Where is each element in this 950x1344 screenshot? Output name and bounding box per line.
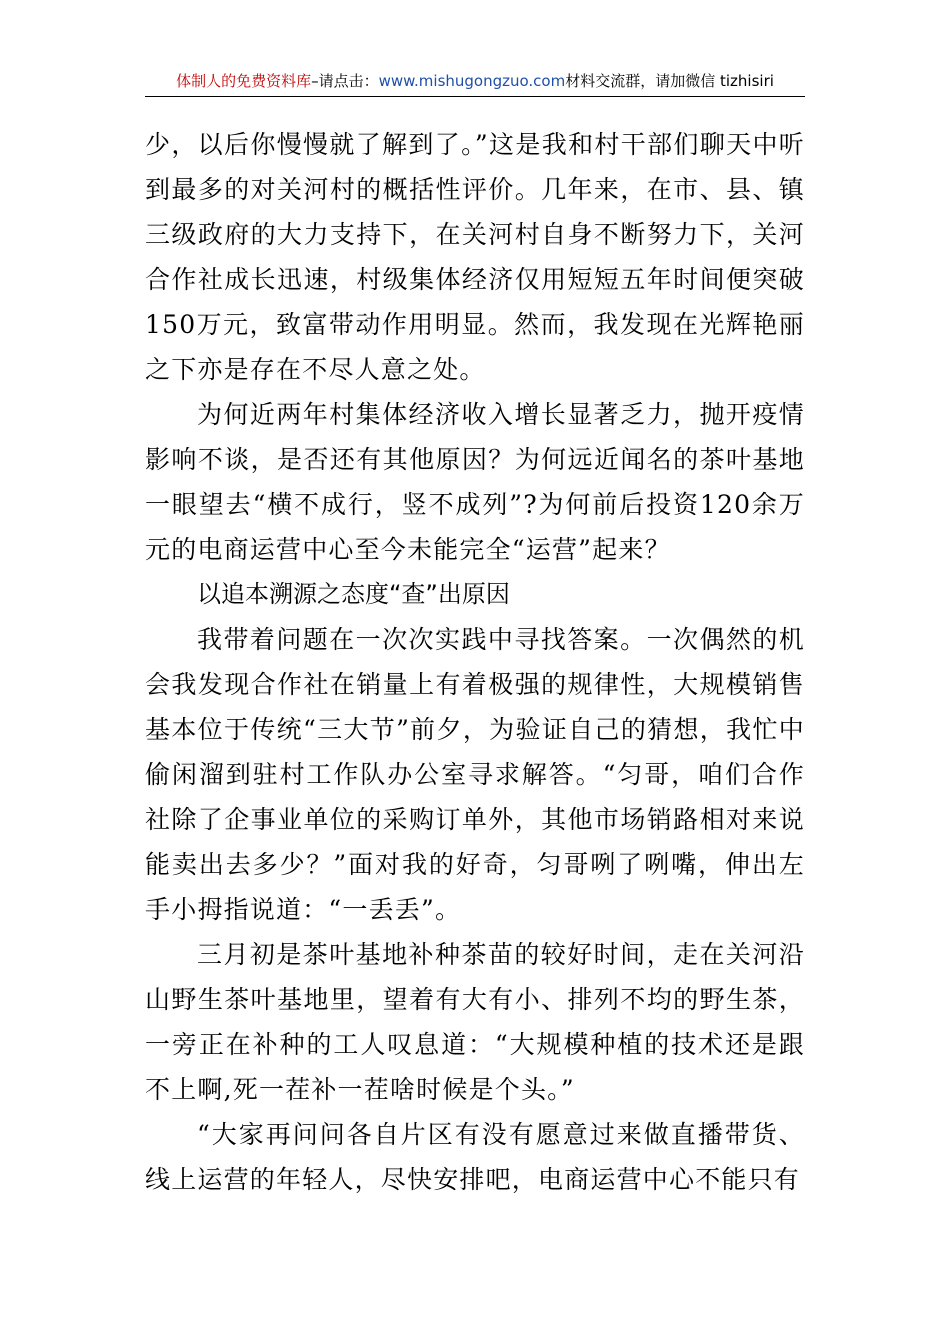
header-prompt: –请点击： — [311, 72, 379, 90]
document-body — [145, 122, 805, 1202]
paragraph-2: 为何近两年村集体经济收入增长显著乏力，抛开疫情影响不谈，是否还有其他原因？为何远近闻名的茶叶基地一眼望去“横不成行，竖不成列”?为何前后投资120余万元的电商运营中心至今未能完全“运营”起来？ — [145, 400, 805, 564]
paragraph-1: 少，以后你慢慢就了解到了。”这是我和村干部们聊天中听到最多的对关河村的概括性评价。几年来，在市、县、镇三级政府的大力支持下，在关河村自身不断努力下，关河合作社成长迅速，村级集体经济仅用短短五年时间便突破150万元，致富带动作用明显。然而，我发现在光辉艳丽之下亦是存在不尽人意之处。 — [145, 130, 805, 384]
paragraph-5: “大家再问问各自片区有没有愿意过来做直播带货、线上运营的年轻人，尽快安排吧，电商运营中心不能只有 — [145, 1120, 805, 1194]
paragraph-4: 三月初是茶叶基地补种茶苗的较好时间，走在关河沿山野生茶叶基地里，望着有大有小、排列不均的野生茶，一旁正在补种的工人叹息道：“大规模种植的技术还是跟不上啊,死一茬补一茬啥时候是个头。” — [145, 940, 805, 1104]
header-url-link[interactable]: www.mishugongzuo.com — [378, 72, 566, 90]
section-heading: 以追本溯源之态度“查”出原因 — [197, 580, 510, 608]
paragraph-3: 我带着问题在一次次实践中寻找答案。一次偶然的机会我发现合作社在销量上有着极强的规律性，大规模销售基本位于传统“三大节”前夕，为验证自己的猜想，我忙中偷闲溜到驻村工作队办公室寻求解答。“匀哥，咱们合作社除了企事业单位的采购订单外，其他市场销路相对来说能卖出去多少？”面对我的好奇，匀哥咧了咧嘴，伸出左手小拇指说道：“一丢丢”。 — [145, 625, 805, 924]
page-header — [145, 68, 805, 97]
header-brand: 体制人的免费资料库 — [176, 72, 312, 90]
header-note: 材料交流群，请加微信 tizhisiri — [565, 72, 774, 90]
